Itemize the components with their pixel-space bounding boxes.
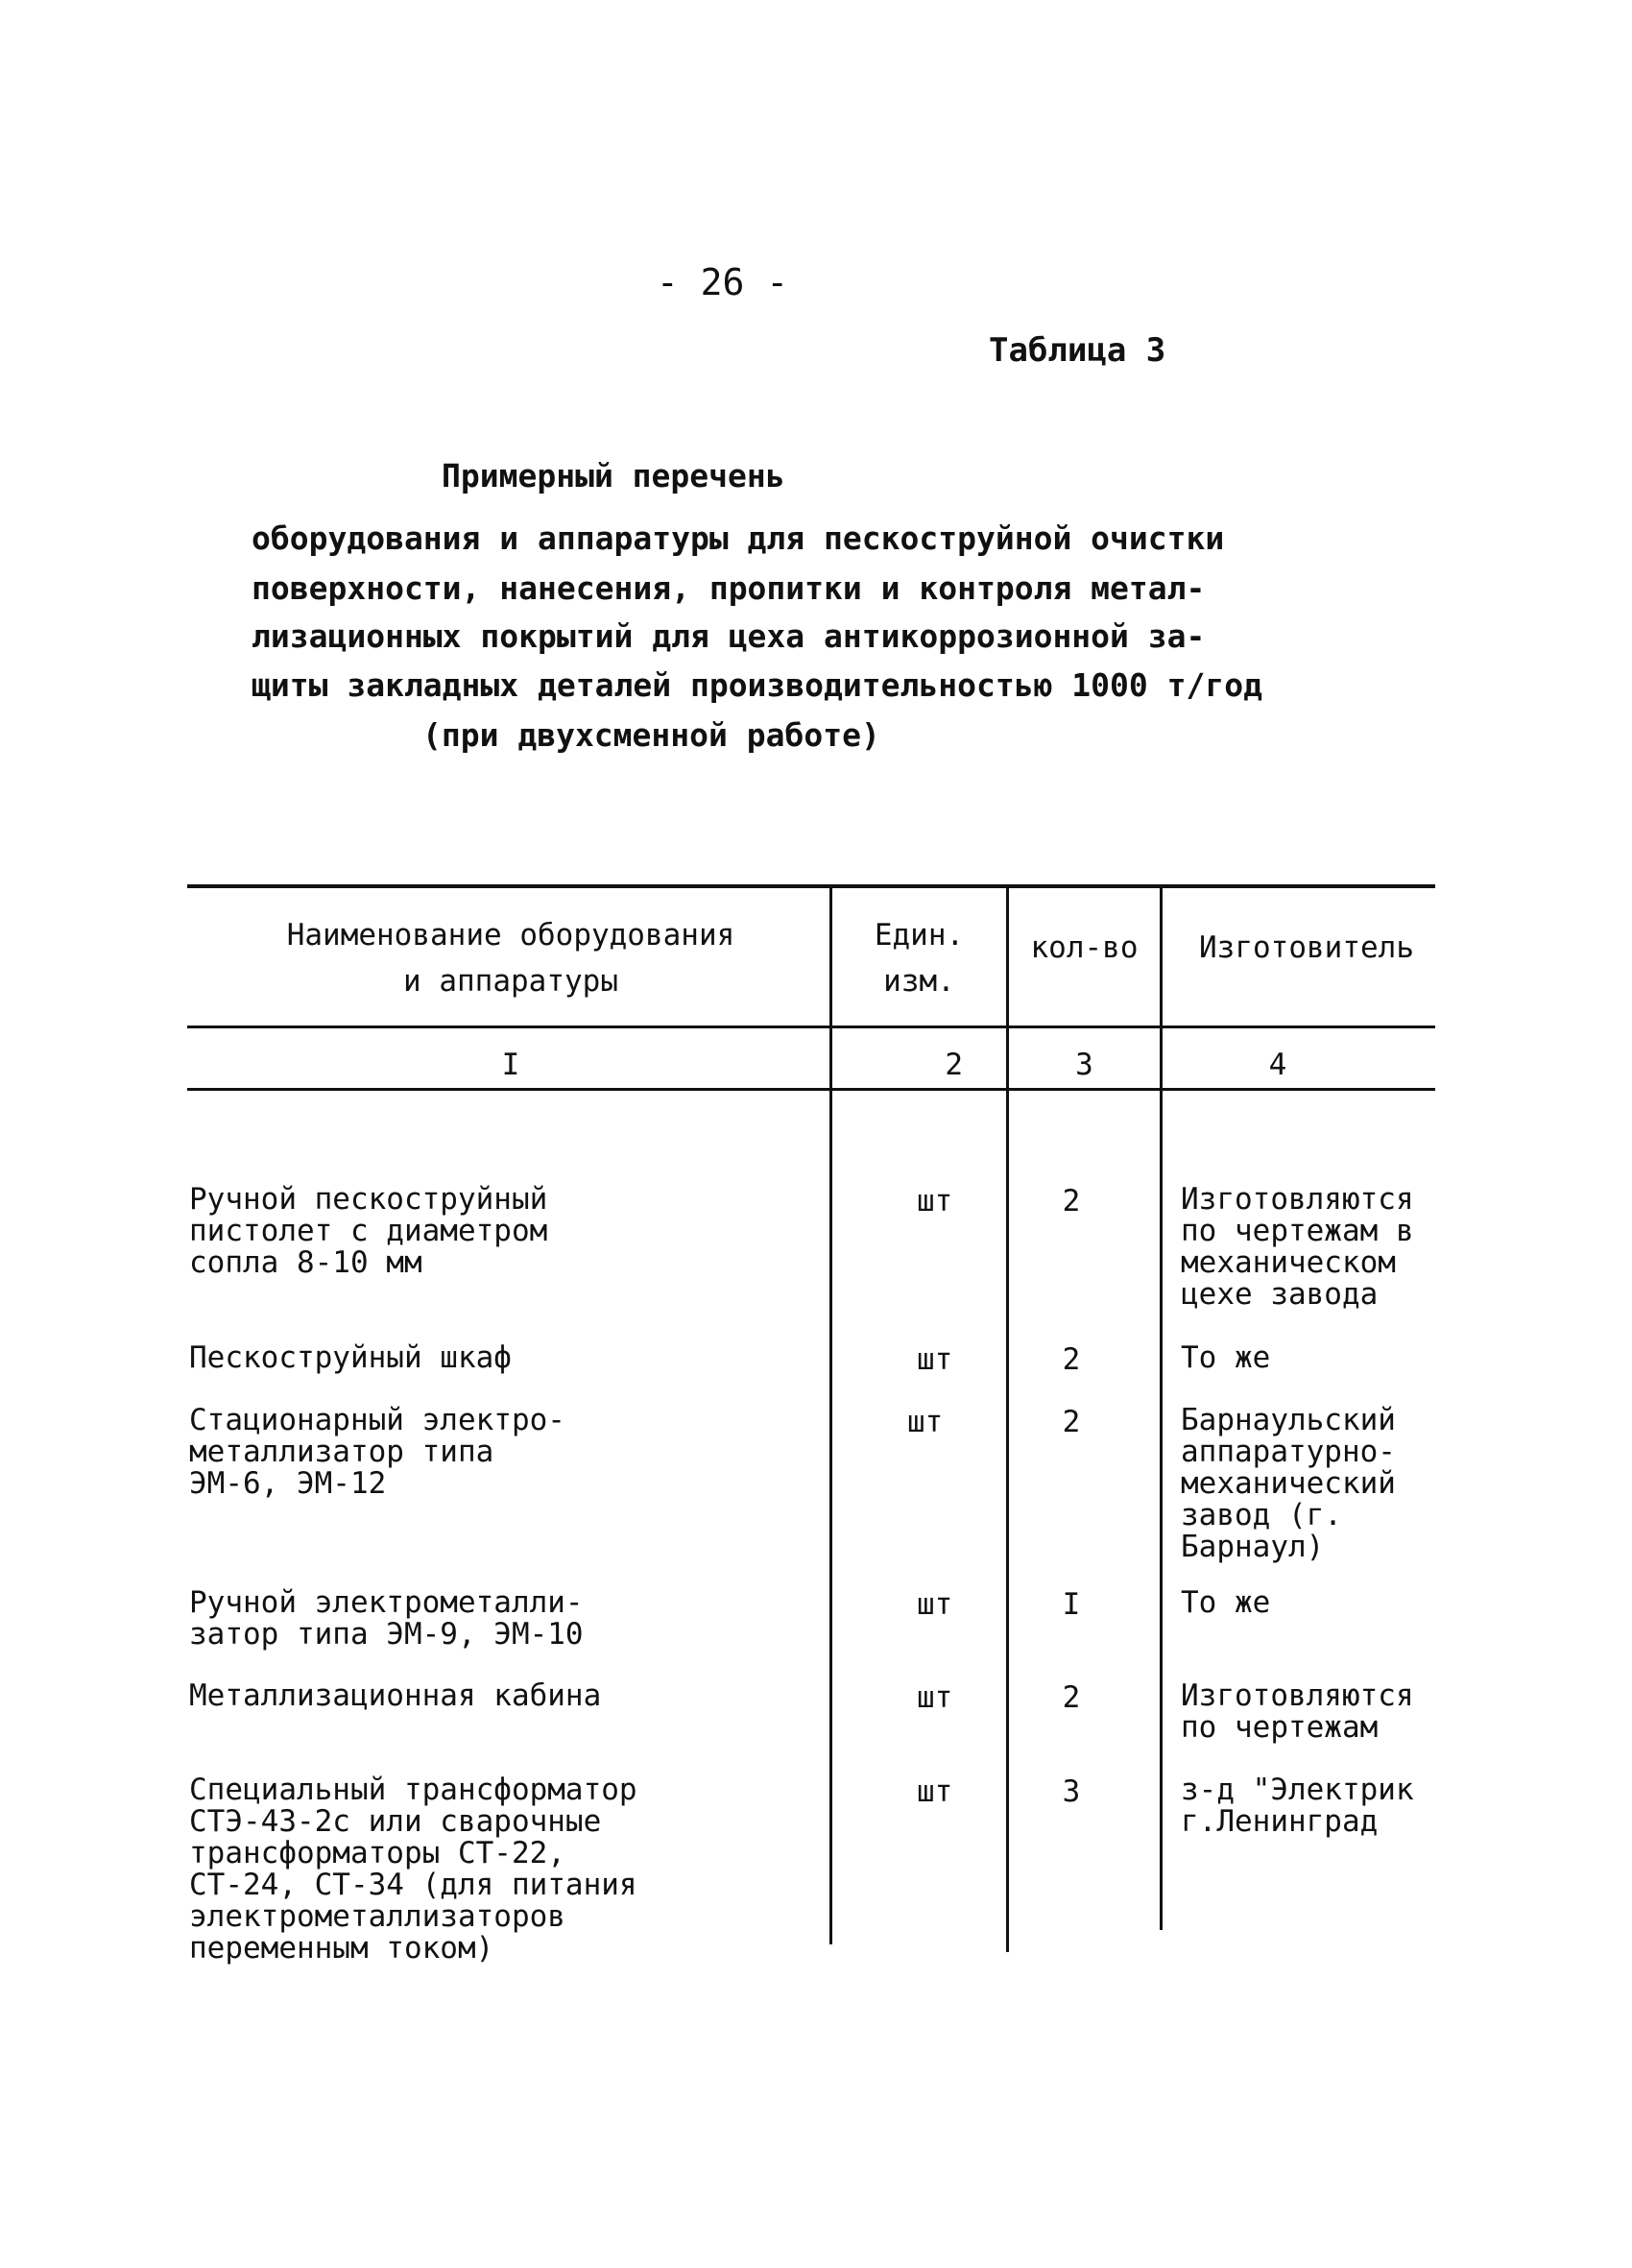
row-5-name: Металлизационная кабина: [189, 1678, 602, 1713]
row-4-unit: шт: [917, 1587, 953, 1622]
table-colnum-rule: [187, 1088, 1435, 1091]
row-2-qty: 2: [1062, 1342, 1081, 1377]
row-5-maker: Изготовляются по чертежам: [1181, 1678, 1414, 1745]
row-2-name: Пескоструйный шкаф: [189, 1340, 512, 1375]
column-number-2: [832, 1048, 1006, 1082]
header-name: [192, 912, 829, 1004]
row-3-name: Стационарный электро- металлизатор типа ЭМ-6, ЭМ-12: [189, 1403, 565, 1501]
header-name-line-2: и аппаратуры: [403, 964, 618, 999]
row-3-unit: шт: [907, 1405, 944, 1439]
header-unit: [832, 912, 1006, 1004]
column-number-3: 3: [1075, 1048, 1093, 1082]
table-label: Таблица 3: [989, 331, 1166, 370]
column-divider-3: [1160, 886, 1163, 1930]
page-number: - 26 -: [656, 261, 789, 303]
row-5-unit: шт: [917, 1680, 953, 1715]
table-top-rule: [187, 884, 1435, 888]
row-4-name: Ручной электрометалли- затор типа ЭМ-9, ЭМ-10: [189, 1585, 584, 1652]
row-4-qty: I: [1062, 1587, 1081, 1622]
table-title-line-3: лизационных покрытий для цеха антикоррозионной за-: [252, 617, 1206, 655]
table-title-heading: Примерный перечень: [442, 457, 785, 495]
row-6-maker: з-д "Электрик г.Ленинград: [1181, 1773, 1414, 1839]
row-6-qty: 3: [1062, 1774, 1081, 1809]
table-title-line-2: поверхности, нанесения, пропитки и контроля метал-: [252, 569, 1206, 607]
row-3-maker: Барнаульский аппаратурно- механический завод (г. Барнаул): [1181, 1403, 1396, 1564]
row-1-name: Ручной пескоструйный пистолет с диаметром сопла 8-10 мм: [189, 1182, 548, 1280]
row-1-unit: шт: [917, 1184, 953, 1218]
header-unit-line-1: Един.: [874, 918, 965, 953]
row-4-maker: То же: [1181, 1585, 1271, 1620]
row-6-name: Специальный трансформатор СТЭ-43-2с или сварочные трансформаторы СТ-22, СТ-24, СТ-34 (для питания электрометаллизаторов переменным током): [189, 1773, 637, 1966]
column-number-4: [1163, 1048, 1451, 1082]
row-3-qty: 2: [1062, 1405, 1081, 1439]
header-unit-line-2: изм.: [883, 964, 955, 999]
row-1-qty: 2: [1062, 1184, 1081, 1218]
table-title-line-4: щиты закладных деталей производительностью 1000 т/год: [252, 666, 1262, 704]
column-number-1: I: [501, 1048, 520, 1082]
row-1-maker: Изготовляются по чертежам в механическом цехе завода: [1181, 1182, 1414, 1312]
header-name-line-1: Наименование оборудования: [286, 918, 735, 953]
table-title-note: (при двухсменной работе): [422, 716, 880, 754]
header-maker: Изготовитель: [1199, 930, 1414, 965]
row-2-unit: шт: [917, 1342, 953, 1377]
column-number-4-text: 4: [1268, 1048, 1287, 1082]
column-divider-1: [829, 886, 832, 1944]
table-header-rule: [187, 1025, 1435, 1028]
header-qty: кол-во: [1030, 930, 1139, 965]
row-2-maker: То же: [1181, 1340, 1271, 1375]
table-title-line-1: оборудования и аппаратуры для пескоструйной очистки: [252, 519, 1225, 557]
row-5-qty: 2: [1062, 1680, 1081, 1715]
row-6-unit: шт: [917, 1774, 953, 1809]
column-number-2-text: 2: [945, 1048, 963, 1082]
